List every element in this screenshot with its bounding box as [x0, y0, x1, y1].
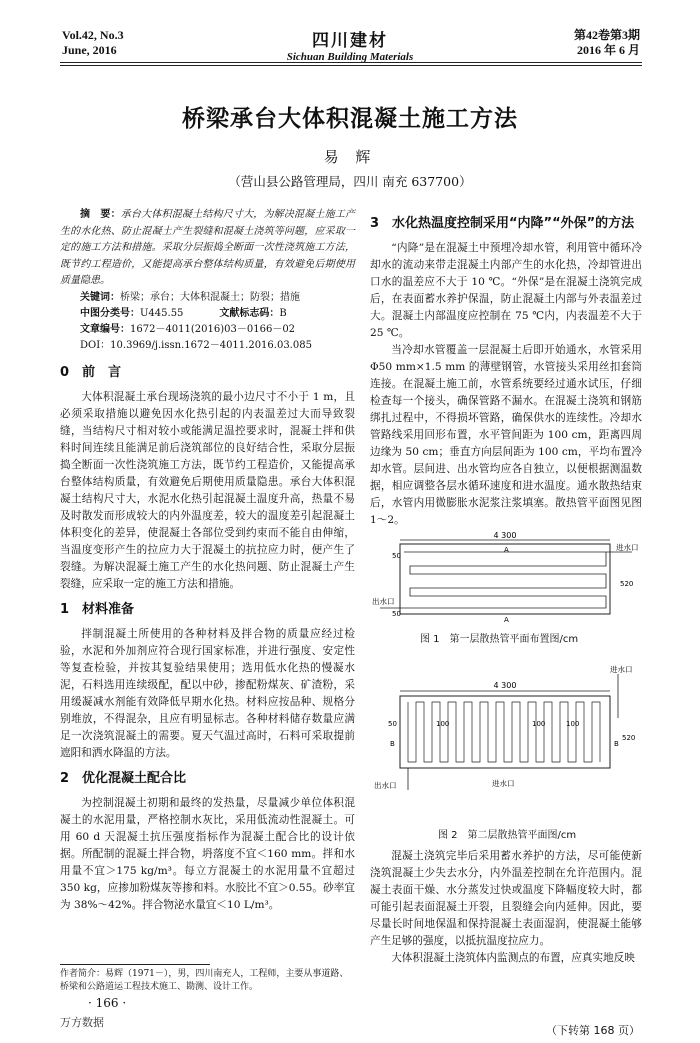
abstract-label: 摘 要：: [80, 209, 121, 220]
section-heading-3: [370, 215, 642, 232]
section-a-top: A: [504, 546, 509, 554]
volume-cn: 第42卷第3期: [573, 28, 640, 42]
abstract-text: 承台大体积混凝土结构尺寸大，为解决混凝土施工产生的水化热、防止混凝土产生裂缝和混凝土浇筑等问题，应采取一定的施工方法和措施。采取分层振捣全断面一次性浇筑施工方法，既节约工程造价，又能提高承台整体结构质量，有效避免后期使用质量隐患。: [60, 209, 356, 286]
header-right: [574, 28, 640, 58]
volume-label: Vol.42, No.3: [62, 28, 124, 42]
section-number: 3: [370, 216, 380, 231]
materials-paragraph: 拌制混凝土所使用的各种材料及拌合物的质量应经过检验，水泥和外加剂应符合现行国家标准，并进行强度、安定性等复查检验，并按其复验结果使用；选用低水化热的慢凝水泥，石料选用连续级配，配以中砂，掺配粉煤灰、矿渣粉，采用缓凝减水剂能有效降低早期水化热。材料应按品种、规格分别堆放，不得混杂，且应有明显标志。各种材料储存数量应满足一次浇筑混凝土的需要。夏天气温过高时，石料可采取提前遮阳和洒水降温的方法。: [60, 627, 355, 759]
date-en: June, 2016: [62, 43, 117, 57]
dim-edge-label: 50: [388, 720, 397, 728]
section-heading-1: [60, 601, 355, 618]
outlet-label: 出水口: [372, 597, 395, 606]
inlet-bottom-label: 进水口: [492, 779, 515, 788]
cooling-paragraph-1: “内降”是在混凝土中预埋冷却水管，利用管中循环冷却水的流动来带走混凝土内部产生的水化热，冷却管进出口水的温差应不大于 10 ℃。“外保”是在混凝土浇筑完成后，在表面蓄水养护保温，防止混凝土内部与外表温差过大。混凝土内部温度应控制在 75 ℃内，内表温差不大于 25 ℃。: [370, 242, 642, 339]
footnote-rule: [60, 964, 210, 965]
doi-value: 10.3969/j.issn.1672－4011.2016.03.085: [110, 339, 312, 351]
keywords-label: 关键词：: [80, 291, 120, 303]
dim-width-label: 4 300: [493, 681, 517, 690]
keywords-text: 桥梁；承台；大体积混凝土；防裂；措施: [120, 291, 300, 303]
section-number: 2: [60, 770, 70, 786]
abstract: [60, 207, 355, 290]
right-column: [370, 215, 642, 529]
figure-2-caption: 图 2 第二层散热管平面图/cm: [438, 830, 577, 841]
doi: [60, 338, 355, 354]
watermark: 万方数据: [60, 1016, 104, 1029]
doc-code-value: B: [279, 307, 287, 319]
classification: [60, 306, 355, 322]
section-heading-2: [60, 770, 355, 787]
doi-label: DOI：: [80, 339, 111, 351]
section-heading-0: [60, 364, 355, 381]
article-no-label: 文章编号：: [80, 323, 130, 335]
inlet-top-label: 进水口: [610, 665, 633, 674]
paper-title: 桥梁承台大体积混凝土施工方法: [182, 106, 518, 132]
dim-100-b: 100: [532, 720, 546, 728]
dim-height-label: 520: [620, 580, 634, 588]
mix-paragraph: 为控制混凝土初期和最终的发热量，尽量减少单位体积混凝土的水泥用量，严格控制水灰比，采用低流动性混凝土。可用 60 d 天混凝土抗压强度指标作为混凝土配合比的设计依据。所配制的混凝土拌合物，坍落度不宜＜160 mm。拌和水用量不宜＞175 kg/m³。每立方混凝土的水泥用量不宜超过 350 kg，应掺加粉煤灰等掺和料。水胶比不宜＞0.55。砂率宜为 38%～42%。拌合物泌水量宜＜10 L/m³。: [60, 796, 355, 911]
cooling-pipe-layer2: [408, 702, 600, 762]
continued-note: （下转第 168 页）: [546, 1024, 640, 1037]
figure-1-diagram: [370, 530, 642, 625]
affiliation: （营山县公路管理局，四川 南充 637700）: [228, 174, 472, 189]
left-column: [60, 207, 355, 914]
cooling-paragraph-2: 当冷却水管覆盖一层混凝土后即开始通水，水管采用 Φ50 mm×1.5 mm 的薄壁钢管，水管接头采用丝扣套筒连接。在混凝土施工前，水管系统要经过通水试压，仔细检查每一个接头，确保管路不漏水。在混凝土浇筑和钢筋绑扎过程中，不得损坏管路，确保供水的连续性。冷却水管路线采用回形布置，水平管间距为 100 cm，距离四周边缘为 50 cm；垂直方向层间距为 100 cm，平均布置冷却水管。层间进、出水管均应各自独立，以便根据测温数据，相应调整各层水循环速度和进水温度。通水散热结束后，水管内用微膨胀水泥浆注浆填塞。散热管平面图见图 1～2。: [370, 344, 642, 526]
intro-paragraph: 大体积混凝土承台现场浇筑的最小边尺寸不小于 1 m，且必须采取措施以避免因水化热引起的内表温差过大而导致裂缝，当结构尺寸相对较小或能满足温控要求时，混凝土拌和供料时间连续且能满足前后浇筑部位的良好结合性，采取分层振捣全断面一次性浇筑施工方法，既节约工程造价，又能提高承台整体结构质量，有效避免后期使用质量隐患。承台大体积混凝土结构尺寸大，水泥水化热引起混凝土温度升高，热量不易及时散发而形成较大的内外温度差，较大的温度差引起混凝土体积变化的差异，使混凝土各部位受到约束而不能自由伸缩，当温度变形产生的拉应力大于混凝土的抗拉应力时，便产生了裂缝。为解决混凝土施工产生的水化热问题、防止混凝土产生裂缝，应采取一定的施工方法和措施。: [60, 390, 355, 590]
cap-outline: [400, 544, 610, 614]
dim-height-label: 520: [622, 734, 636, 742]
section-a-bottom: A: [504, 616, 509, 624]
section-title: 水化热温度控制采用“内降”“外保”的方法: [392, 216, 635, 231]
outlet-label: 出水口: [374, 781, 397, 790]
doc-code-label: 文献标志码：: [219, 307, 280, 319]
section-title: 前 言: [82, 364, 122, 380]
article-no-value: 1672－4011(2016)03－0166－02: [130, 323, 296, 335]
clc-value: U445.55: [140, 307, 184, 319]
figure-1-caption: 图 1 第一层散热管平面布置图/cm: [420, 634, 579, 645]
journal-name-en: Sichuan Building Materials: [286, 51, 414, 63]
section-number: 0: [60, 364, 70, 380]
dim-edge-top: 50: [392, 552, 401, 560]
author: 易 辉: [323, 148, 377, 166]
inlet-label: 进水口: [616, 543, 639, 552]
clc-label: 中图分类号：: [80, 307, 140, 319]
section-b-right: B: [614, 740, 619, 748]
cap-outline: [400, 696, 610, 768]
curing-paragraph: 混凝土浇筑完毕后采用蓄水养护的方法，尽可能使新浇筑混凝土少失去水分，内外温差控制在允许范围内。混凝土表面干燥、水分蒸发过快或温度下降幅度较大时，都可能引起表面混凝土开裂，且裂缝会向内延伸。因此，要尽量长时间地保温和保持混凝土表面湿润，使混凝土能够产生足够的强度，以抵抗温度拉应力。: [370, 850, 642, 947]
right-column-continued: [370, 848, 642, 967]
dim-100-c: 100: [566, 720, 580, 728]
cooling-pipe-layer1: [380, 552, 606, 608]
page-number: · 166 ·: [88, 996, 127, 1010]
section-number: 1: [60, 601, 70, 617]
section-title: 优化混凝土配合比: [82, 770, 187, 786]
dim-width-label: 4 300: [493, 531, 517, 540]
author-footnote: 作者简介：易辉（1971－），男，四川南充人，工程师，主要从事道路、桥梁和公路道运工程技术施工、勘测、设计工作。: [60, 969, 349, 992]
figure-2-diagram: [370, 662, 642, 802]
keywords: [60, 290, 355, 306]
date-cn: 2016 年 6 月: [576, 43, 640, 57]
dim-100-a: 100: [436, 720, 450, 728]
journal-logo: 四川建材: [312, 31, 388, 51]
article-number: [60, 322, 355, 338]
header-rule-top: [60, 62, 642, 63]
dim-edge-bottom: 50: [392, 610, 401, 618]
header-rule-bottom: [60, 65, 642, 66]
section-title: 材料准备: [82, 601, 135, 617]
section-b-left: B: [390, 740, 395, 748]
monitoring-paragraph: 大体积混凝土浇筑体内监测点的布置，应真实地反映: [391, 952, 635, 964]
